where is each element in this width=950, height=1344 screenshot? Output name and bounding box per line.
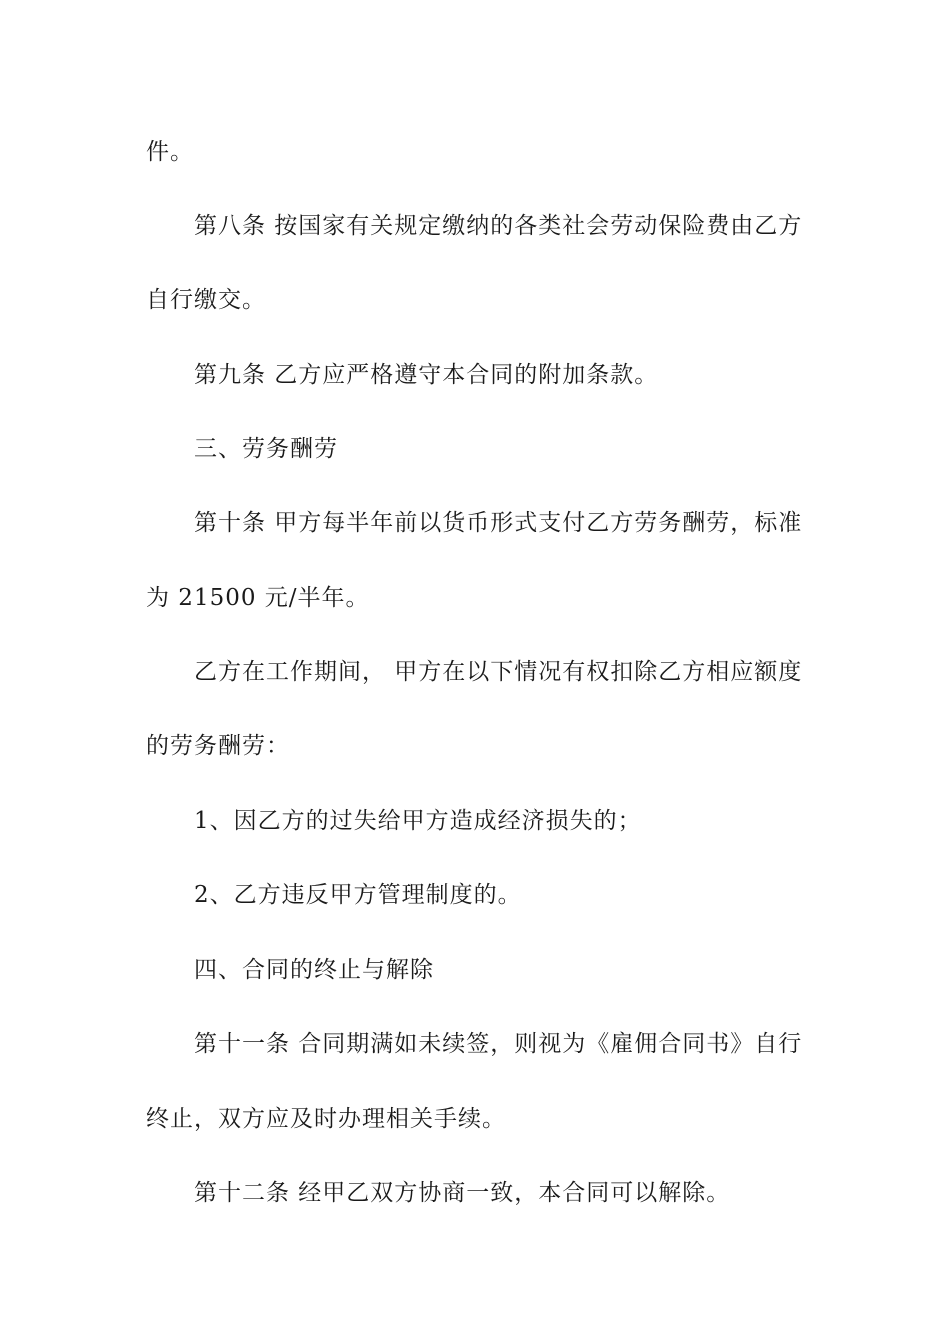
text-line: 件。 — [146, 139, 194, 165]
clause-12: 第十二条 经甲乙双方协商一致，本合同可以解除。 — [194, 1180, 731, 1206]
section-3-heading: 三、劳务酬劳 — [194, 436, 338, 462]
deduction-item-1: 1、因乙方的过失给甲方造成经济损失的； — [194, 808, 642, 834]
deduction-intro-line-2: 的劳务酬劳： — [146, 733, 290, 759]
clause-10-line-1: 第十条 甲方每半年前以货币形式支付乙方劳务酬劳，标准 — [194, 510, 803, 536]
clause-8-line-2: 自行缴交。 — [146, 287, 266, 313]
clause-9: 第九条 乙方应严格遵守本合同的附加条款。 — [194, 362, 659, 388]
deduction-intro-line-1: 乙方在工作期间， 甲方在以下情况有权扣除乙方相应额度 — [194, 659, 803, 685]
section-4-heading: 四、合同的终止与解除 — [194, 957, 434, 983]
clause-10-line-2: 为 21500 元/半年。 — [146, 585, 370, 611]
clause-11-line-2: 终止，双方应及时办理相关手续。 — [146, 1106, 506, 1132]
clause-8-line-1: 第八条 按国家有关规定缴纳的各类社会劳动保险费由乙方 — [194, 213, 803, 239]
clause-11-line-1: 第十一条 合同期满如未续签，则视为《雇佣合同书》自行 — [194, 1031, 803, 1057]
deduction-item-2: 2、乙方违反甲方管理制度的。 — [194, 882, 522, 908]
